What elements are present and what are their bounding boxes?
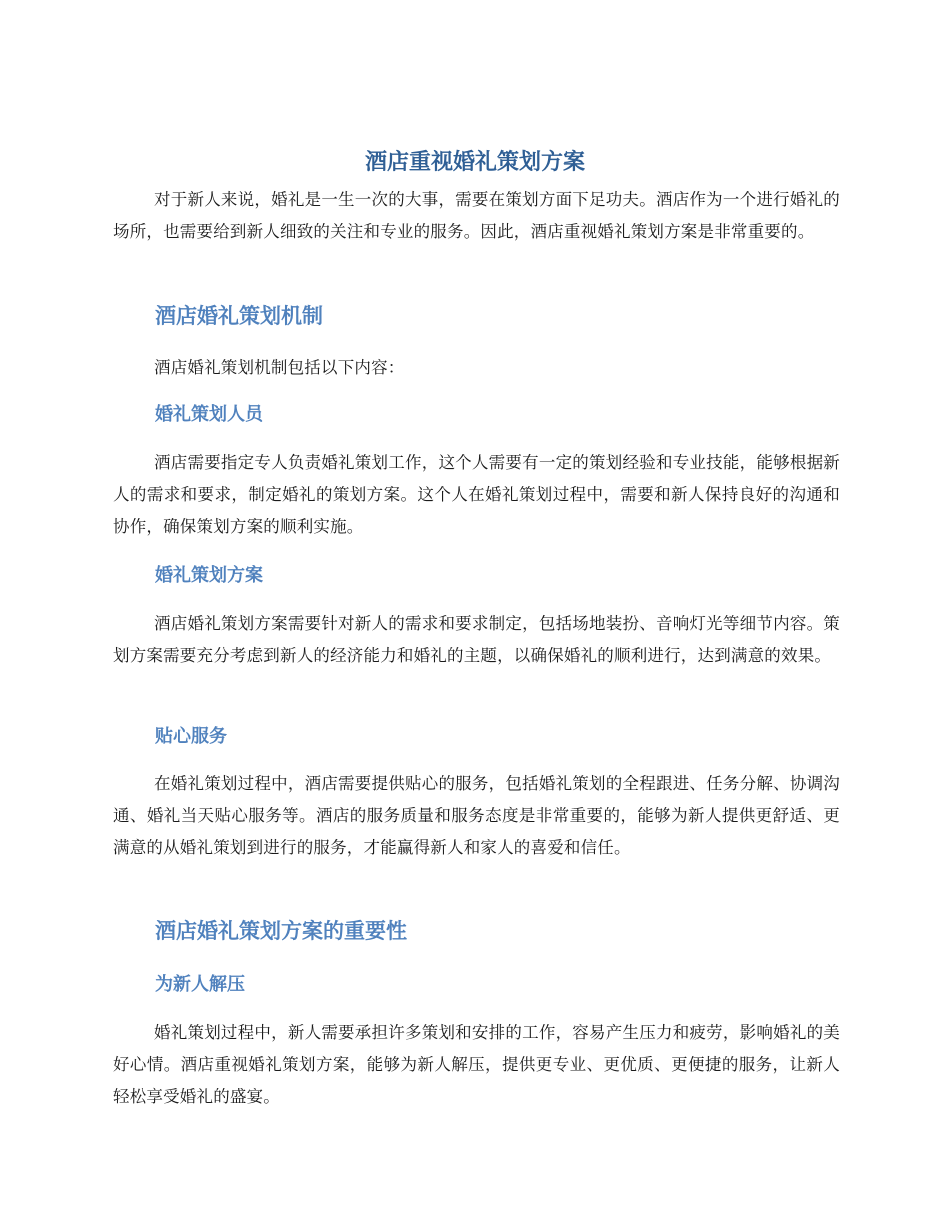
subheading-considerate-service: 贴心服务: [155, 726, 227, 747]
subheading-stress-relief: 为新人解压: [155, 974, 245, 995]
intro-paragraph: 对于新人来说，婚礼是一生一次的大事，需要在策划方面下足功夫。酒店作为一个进行婚礼的场所，也需要给到新人细致的关注和专业的服务。因此，酒店重视婚礼策划方案是非常重要的。: [113, 190, 840, 241]
paragraph-considerate-service: 在婚礼策划过程中，酒店需要提供贴心的服务，包括婚礼策划的全程跟进、任务分解、协调沟通、婚礼当天贴心服务等。酒店的服务质量和服务态度是非常重要的，能够为新人提供更舒适、更满意的从婚礼策划到进行的服务，才能赢得新人和家人的喜爱和信任。: [113, 774, 840, 857]
section-heading-planning-mechanism: 酒店婚礼策划机制: [155, 304, 323, 328]
paragraph-planning-staff: 酒店需要指定专人负责婚礼策划工作，这个人需要有一定的策划经验和专业技能，能够根据新人的需求和要求，制定婚礼的策划方案。这个人在婚礼策划过程中，需要和新人保持良好的沟通和协作，确保策划方案的顺利实施。: [113, 453, 840, 536]
subheading-planning-scheme: 婚礼策划方案: [155, 565, 263, 586]
section-lead-paragraph: 酒店婚礼策划机制包括以下内容：: [154, 358, 405, 377]
section-heading-importance: 酒店婚礼策划方案的重要性: [155, 919, 407, 943]
paragraph-planning-scheme: 酒店婚礼策划方案需要针对新人的需求和要求制定，包括场地装扮、音响灯光等细节内容。策划方案需要充分考虑到新人的经济能力和婚礼的主题，以确保婚礼的顺利进行，达到满意的效果。: [113, 614, 840, 665]
document-title: 酒店重视婚礼策划方案: [364, 150, 585, 175]
paragraph-stress-relief: 婚礼策划过程中，新人需要承担许多策划和安排的工作，容易产生压力和疲劳，影响婚礼的美好心情。酒店重视婚礼策划方案，能够为新人解压，提供更专业、更优质、更便捷的服务，让新人轻松享受婚礼的盛宴。: [113, 1023, 840, 1106]
subheading-planning-staff: 婚礼策划人员: [155, 404, 263, 425]
